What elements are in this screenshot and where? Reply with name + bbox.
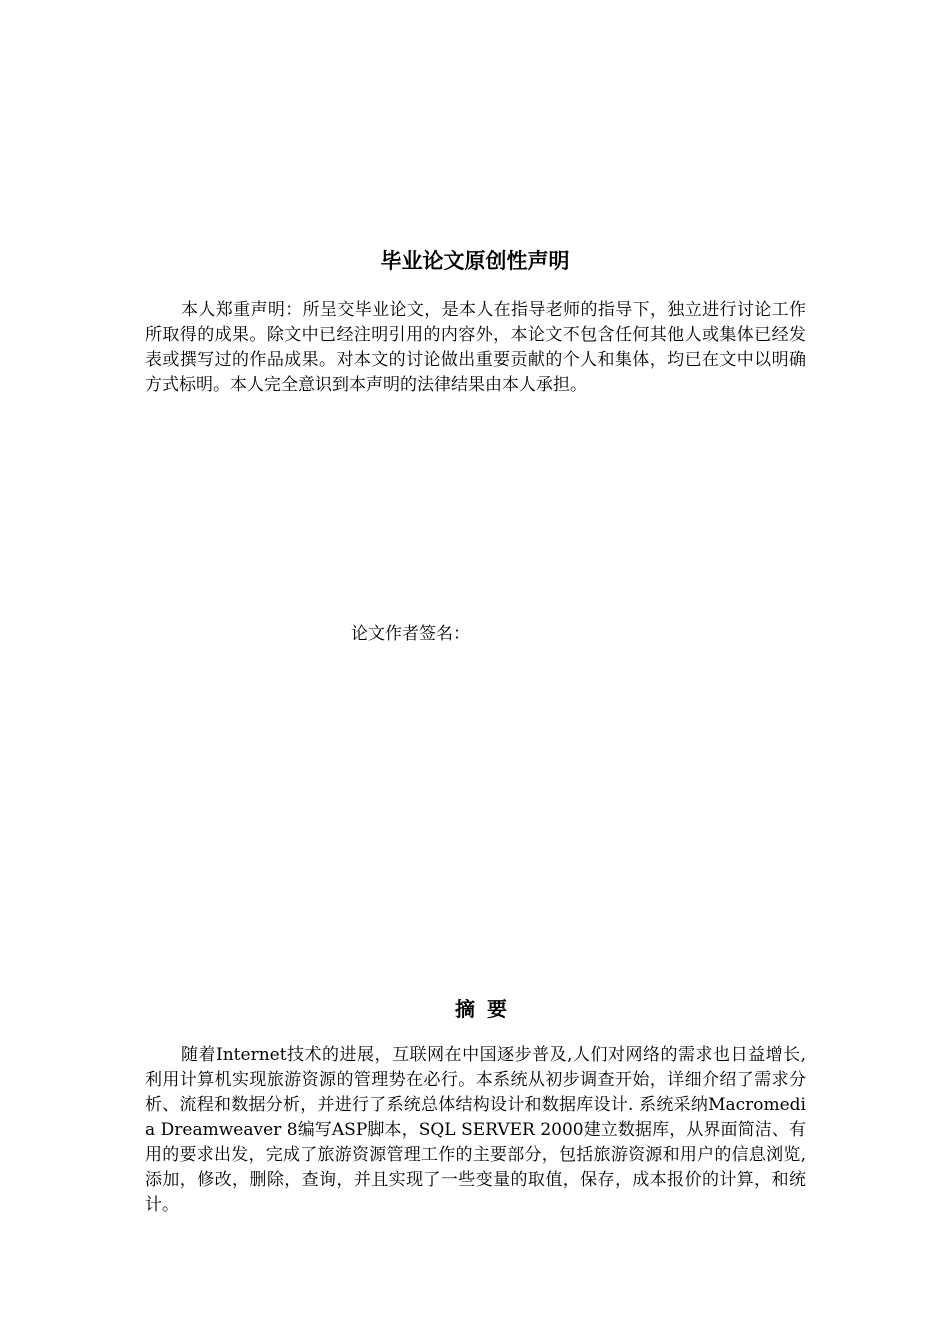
abstract-body: 随着Internet技术的进展，互联网在中国逐步普及,人们对网络的需求也日益增长,利用计算机实现旅游资源的管理势在必行。本系统从初步调查开始，详细介绍了需求分析、流程和数据分析，并进行了系统总体结构设计和数据库设计. 系统采纳Macromedia Dreamweaver 8编写ASP脚本，SQL SERVER 2000建立数据库，从界面简洁、有用的要求出发，完成了旅游资源管理工作的主要部分，包括旅游资源和用户的信息浏览,添加，修改，删除，查询，并且实现了一些变量的取值，保存，成本报价的计算，和统计。 [145,1045,806,1215]
abstract-title: 摘要 [455,997,519,1021]
declaration-body: 本人郑重声明：所呈交毕业论文，是本人在指导老师的指导下，独立进行讨论工作所取得的成果。除文中已经注明引用的内容外，本论文不包含任何其他人或集体已经发表或撰写过的作品成果。对本文的讨论做出重要贡献的个人和集体，均已在文中以明确方式标明。本人完全意识到本声明的法律结果由本人承担。 [145,300,806,395]
declaration-title: 毕业论文原创性声明 [380,249,570,273]
signature-label: 论文作者签名： [351,624,470,644]
